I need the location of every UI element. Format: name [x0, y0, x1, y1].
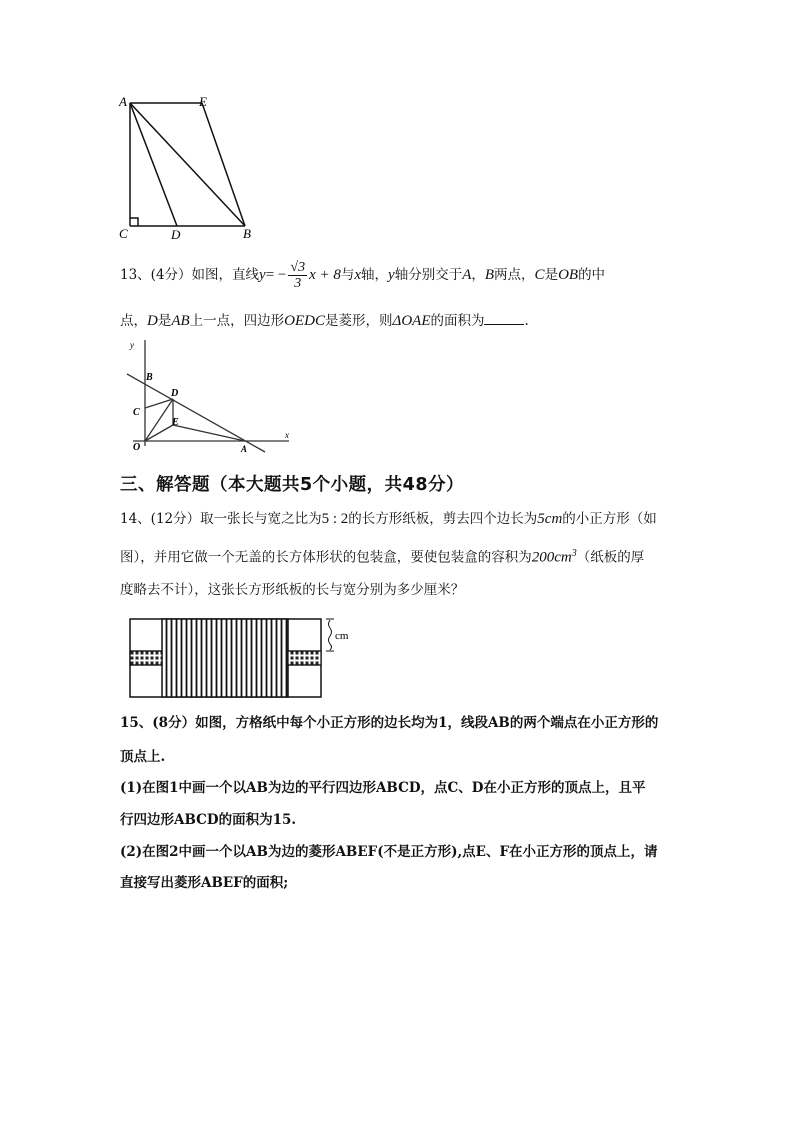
q15-line6: 直接写出菱形ABEF的面积;	[120, 875, 289, 891]
label-D: D	[171, 388, 179, 399]
label-D: D	[171, 227, 181, 242]
axis-x-label: x	[285, 430, 289, 440]
q15-line1: 15、(8分）如图，方格纸中每个小正方形的边长均为1，线段AB的两个端点在小正方形的	[120, 715, 659, 731]
q13-line1: 13、(4分）如图，直线y= − $\frac{√3}{3}$ x + 8与x轴，y轴分别交于A，B两点，C是OB的中	[120, 260, 606, 291]
q15-line2: 顶点上.	[120, 749, 166, 765]
dimension-label: cm	[335, 630, 349, 642]
label-O: O	[133, 442, 141, 453]
label-B: B	[243, 226, 251, 241]
label-C: C	[119, 226, 128, 241]
q15-line4: 行四边形ABCD的面积为15.	[120, 812, 297, 828]
label-A: A	[119, 94, 127, 109]
q15-line3: (1)在图1中画一个以AB为边的平行四边形ABCD，点C、D在小正方形的顶点上，且平	[120, 780, 646, 796]
q14-line3: 度略去不计），这张长方形纸板的长与宽分别为多少厘米？	[120, 582, 465, 598]
label-E: E	[172, 417, 179, 428]
section-heading: 三、解答题（本大题共5个小题，共48分）	[120, 475, 465, 495]
figure-q13	[125, 338, 295, 456]
axis-y-label: y	[130, 340, 134, 350]
label-B: B	[146, 372, 153, 383]
figure-q14	[125, 616, 365, 700]
figure-q12	[115, 92, 265, 242]
fraction-sqrt3-over-3: $\frac{√3}{3}$	[290, 260, 306, 291]
q13-line2: 点，D是AB上一点，四边形OEDC是菱形，则ΔOAE的面积为 .	[120, 310, 529, 331]
q14-line2: 图），并用它做一个无盖的长方体形状的包装盒，要使包装盒的容积为$200cm^3$（纸板的厚	[120, 548, 645, 566]
label-E: E	[199, 94, 207, 109]
label-C: C	[133, 407, 140, 418]
answer-blank[interactable]	[484, 310, 524, 325]
q15-line5: (2)在图2中画一个以AB为边的菱形ABEF(不是正方形),点E、F在小正方形的顶点上，请	[120, 844, 658, 860]
q14-line1: 14、(12分）取一张长与宽之比为5 : 2的长方形纸板，剪去四个边长为5cm的小正方形（如	[120, 511, 657, 527]
label-A: A	[241, 444, 248, 454]
